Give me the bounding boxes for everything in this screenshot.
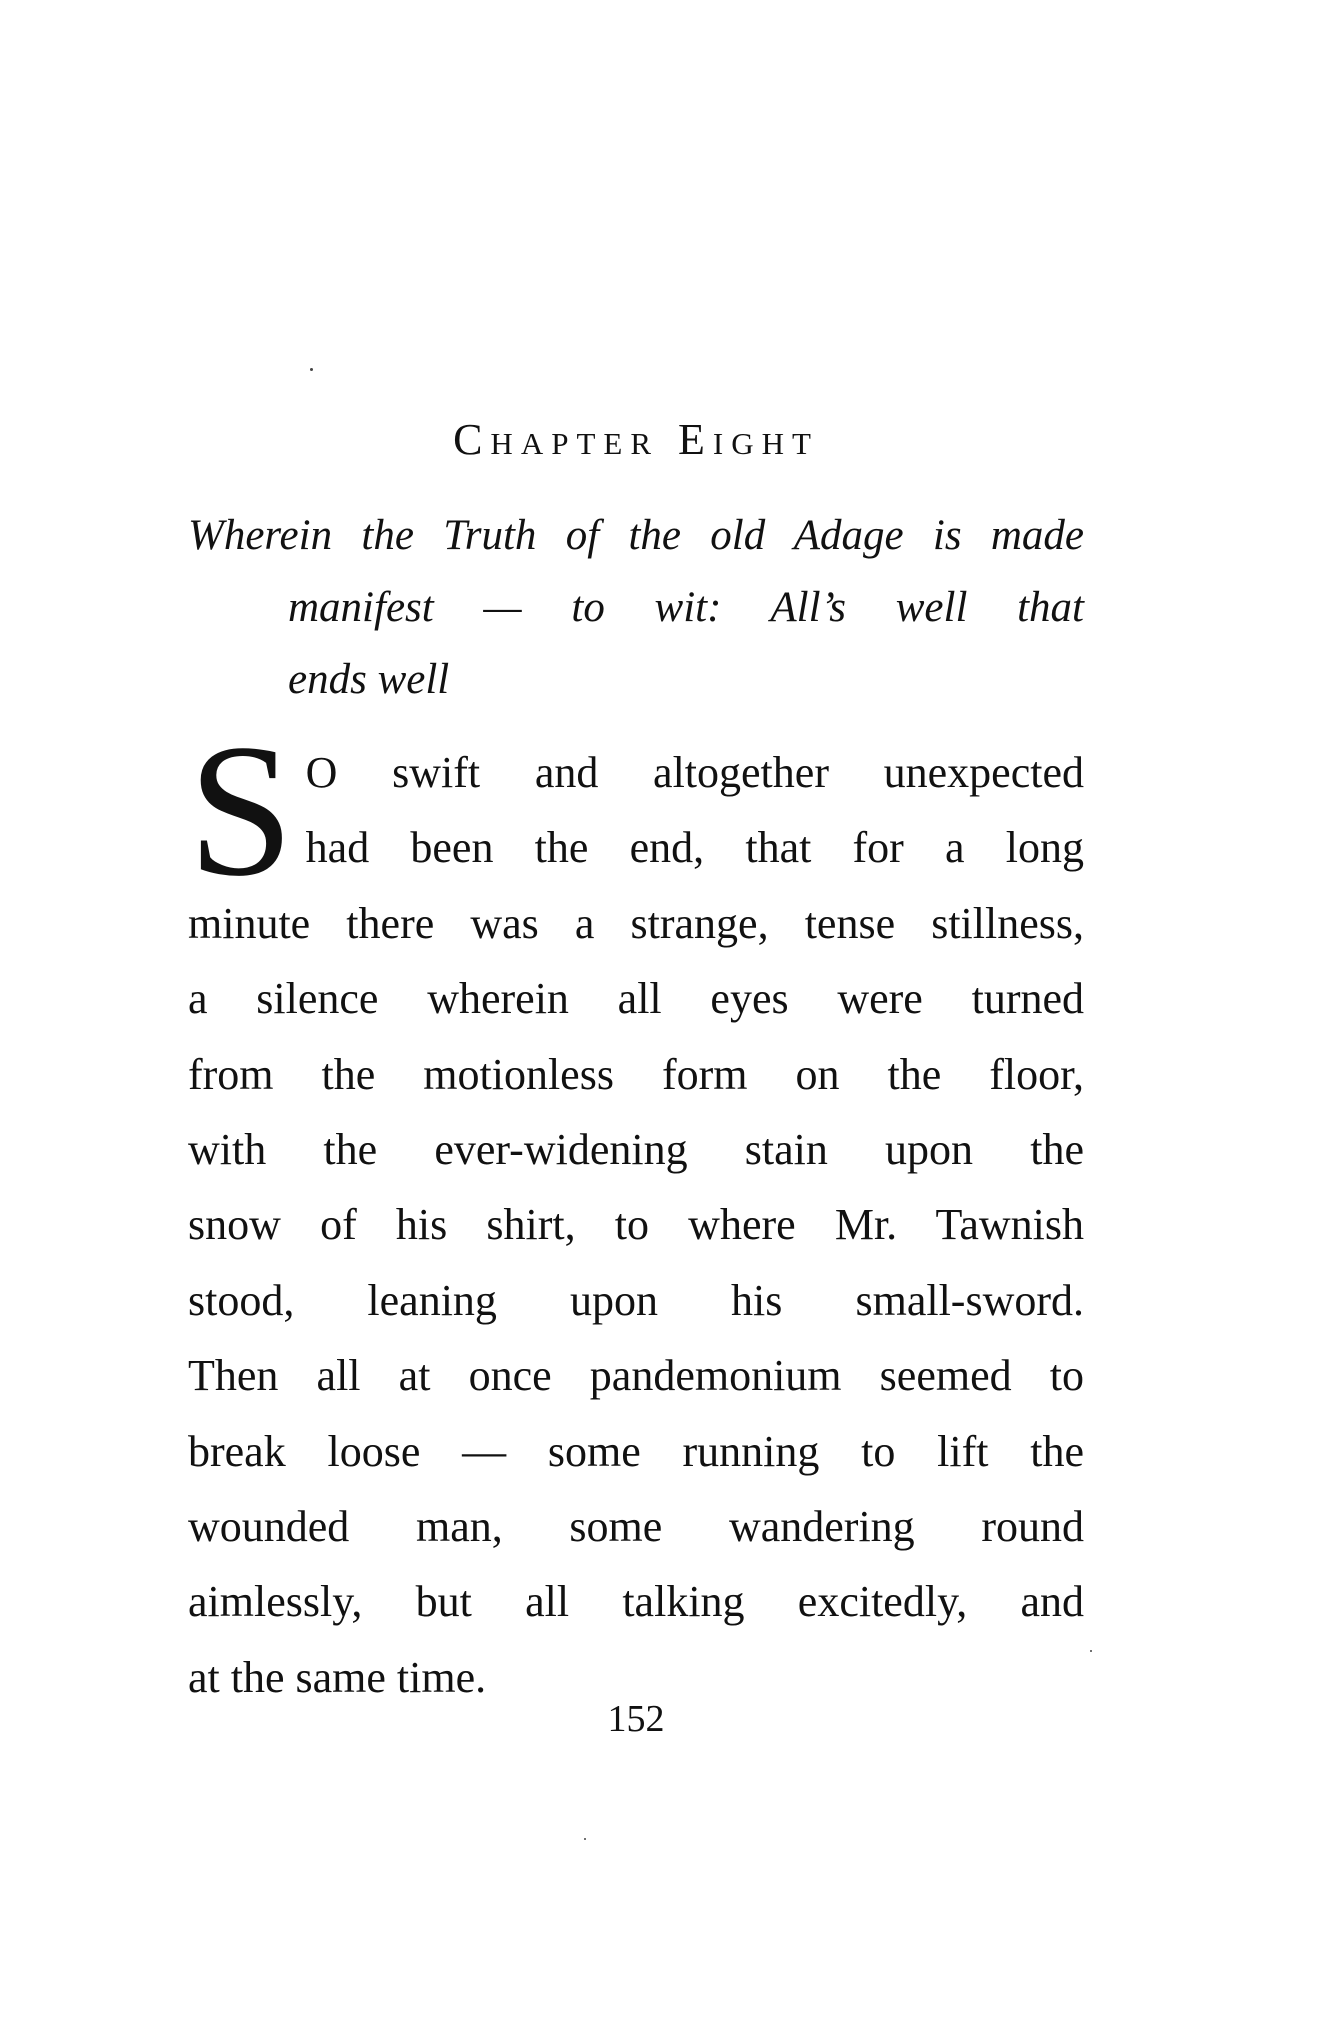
text-line: wounded man, some wandering round xyxy=(188,1502,1084,1552)
page-number: 152 xyxy=(607,1698,665,1740)
text-line: stood, leaning upon his small-sword. xyxy=(188,1275,1084,1325)
text-line: minute there was a strange, tense stillness, xyxy=(188,898,1084,948)
print-speck xyxy=(310,368,313,371)
text-line: snow of his shirt, to where Mr. Tawnish xyxy=(188,1200,1084,1250)
text-line: a silence wherein all eyes were turned xyxy=(188,974,1084,1024)
text-line: O swift and altogether unexpected xyxy=(305,748,1084,797)
subtitle-line: manifest — to wit: All’s well that xyxy=(288,584,1084,631)
text-line: break loose — some running to lift the xyxy=(188,1426,1084,1476)
subtitle-line: ends well xyxy=(288,656,450,703)
text-line: with the ever-widening stain upon the xyxy=(188,1125,1084,1175)
text-line: had been the end, that for a long xyxy=(305,823,1084,873)
subtitle-line: Wherein the Truth of the old Adage is made xyxy=(188,512,1084,559)
body-paragraph xyxy=(188,706,1084,1715)
chapter-heading: Chapter Eight xyxy=(453,415,819,464)
print-speck xyxy=(1090,1650,1092,1652)
text-line: from the motionless form on the floor, xyxy=(188,1049,1084,1099)
print-speck xyxy=(584,1838,586,1840)
chapter-subtitle xyxy=(188,500,1084,716)
drop-cap: S xyxy=(188,706,294,916)
text-line: Then all at once pandemonium seemed to xyxy=(188,1351,1084,1401)
text-line: aimlessly, but all talking excitedly, and xyxy=(188,1577,1084,1627)
text-line: at the same time. xyxy=(188,1652,487,1702)
